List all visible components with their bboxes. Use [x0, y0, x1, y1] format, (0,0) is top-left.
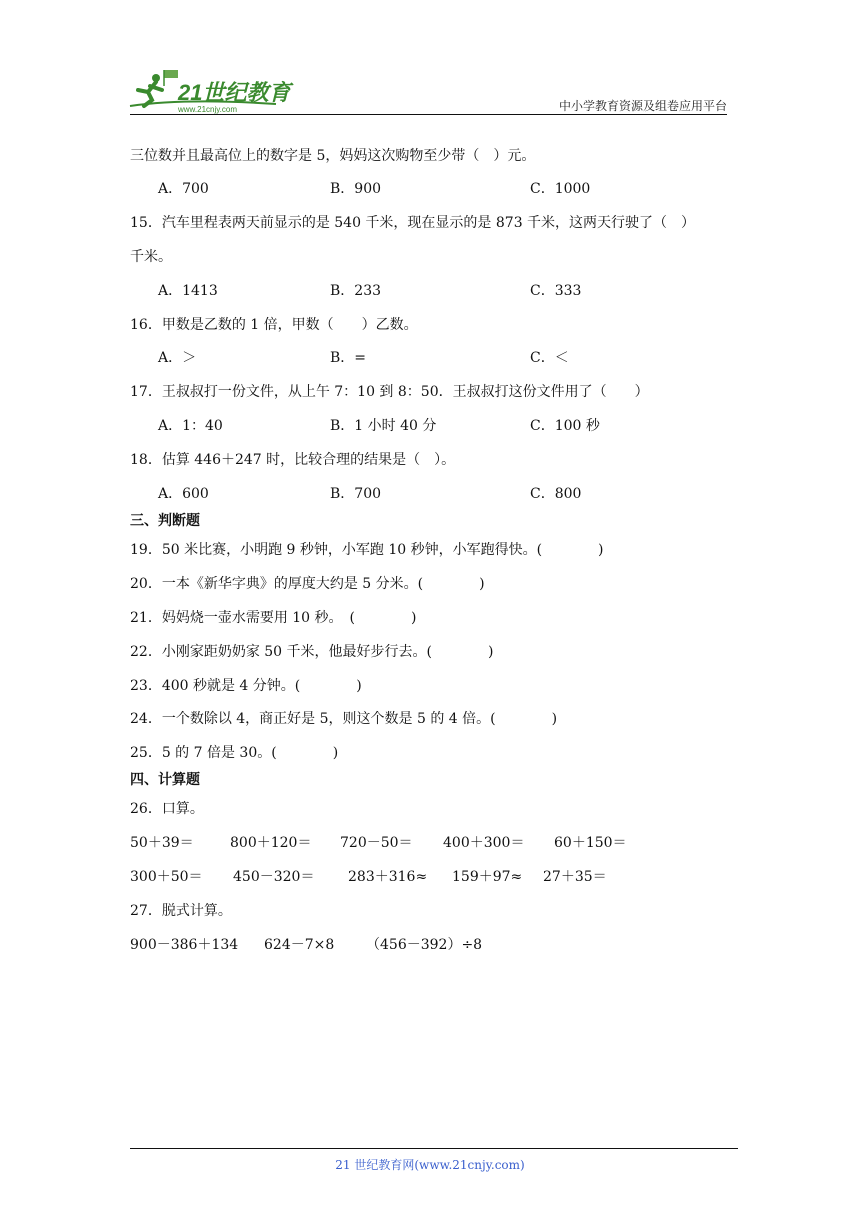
question-18: 18．估算 446＋247 时，比较合理的结果是（ ）。 [130, 452, 456, 468]
section-judge-title: 三、判断题 [130, 513, 200, 529]
calc-item: 159＋97≈ [452, 869, 523, 885]
q14-option-a: A．700 [158, 181, 209, 197]
header-slogan: 中小学教育资源及组卷应用平台 [558, 99, 727, 113]
judge-item-24: 24．一个数除以 4，商正好是 5，则这个数是 5 的 4 倍。( ) [130, 711, 558, 727]
q17-option-a: A．1：40 [158, 418, 223, 434]
q18-option-b: B．700 [330, 486, 382, 502]
logo-text: 21世纪教育 [178, 80, 291, 105]
question-26: 26．口算。 [130, 801, 204, 817]
judge-item-21: 21．妈妈烧一壶水需要用 10 秒。 ( ) [130, 610, 417, 626]
question-16: 16．甲数是乙数的 1 倍，甲数（ ）乙数。 [130, 317, 418, 333]
question-27: 27．脱式计算。 [130, 903, 232, 919]
calc-item: 50＋39＝ [130, 835, 194, 851]
q16-option-a: A．＞ [158, 350, 197, 366]
q16-option-c: C．＜ [530, 350, 569, 366]
q14-option-b: B．900 [330, 181, 382, 197]
section-calc-title: 四、计算题 [130, 772, 200, 788]
calc-item: （456－392）÷8 [366, 937, 483, 953]
q15-option-c: C．333 [530, 283, 582, 299]
judge-item-20: 20．一本《新华字典》的厚度大约是 5 分米。( ) [130, 576, 485, 592]
calc-item: 720－50＝ [340, 835, 413, 851]
calc-item: 624－7×8 [264, 937, 335, 953]
q18-option-a: A．600 [158, 486, 209, 502]
calc-item: 450－320＝ [233, 869, 315, 885]
judge-item-25: 25．5 的 7 倍是 30。( ) [130, 745, 339, 761]
q17-option-b: B．1 小时 40 分 [330, 418, 437, 434]
calc-item: 400＋300＝ [443, 835, 525, 851]
calc-item: 800＋120＝ [230, 835, 312, 851]
q16-option-b: B．= [330, 350, 367, 366]
runner-logo-icon [126, 68, 296, 114]
calc-item: 283＋316≈ [348, 869, 428, 885]
calc-item: 27＋35＝ [543, 869, 607, 885]
q14-option-c: C．1000 [530, 181, 591, 197]
footer-link[interactable]: 21 世纪教育网(www.21cnjy.com) [335, 1158, 525, 1172]
footer-divider [130, 1148, 738, 1149]
judge-item-19: 19．50 米比赛，小明跑 9 秒钟，小军跑 10 秒钟，小军跑得快。( ) [130, 542, 604, 558]
judge-item-22: 22．小刚家距奶奶家 50 千米，他最好步行去。( ) [130, 644, 494, 660]
calc-item: 900－386＋134 [130, 937, 239, 953]
logo-url: www.21cnjy.com [178, 105, 237, 114]
q18-option-c: C．800 [530, 486, 582, 502]
header-divider [130, 114, 727, 115]
calc-item: 60＋150＝ [554, 835, 627, 851]
q17-option-c: C．100 秒 [530, 418, 600, 434]
q15-option-a: A．1413 [158, 283, 218, 299]
judge-item-23: 23．400 秒就是 4 分钟。( ) [130, 678, 362, 694]
question-17: 17．王叔叔打一份文件，从上午 7：10 到 8：50．王叔叔打这份文件用了（ ） [130, 384, 649, 400]
site-logo [126, 68, 296, 114]
calc-item: 300＋50＝ [130, 869, 203, 885]
q15-option-b: B．233 [330, 283, 382, 299]
question-15-continuation: 千米。 [130, 249, 172, 265]
question-15: 15．汽车里程表两天前显示的是 540 千米，现在显示的是 873 千米，这两天行驶了（ ） [130, 215, 696, 231]
question-14-continuation: 三位数并且最高位上的数字是 5，妈妈这次购物至少带（ ）元。 [130, 148, 536, 164]
